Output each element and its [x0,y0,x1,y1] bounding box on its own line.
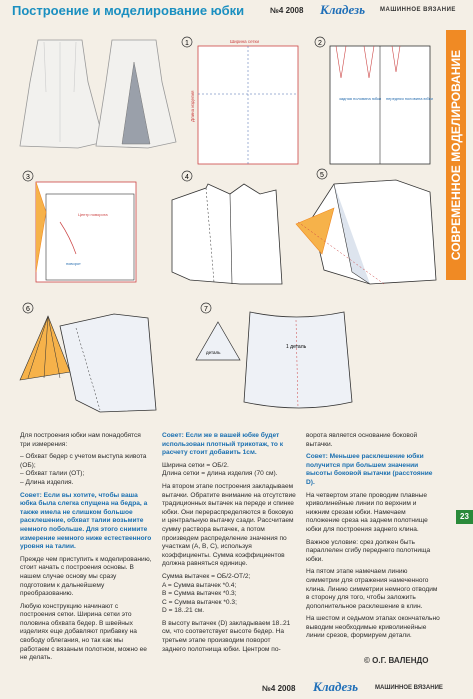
paragraph: – Обхват бедер с учетом выступа живота (ОБ); [20,453,147,469]
paragraph: Прежде чем приступить к моделированию, стоит начать с построения основы. В нашем случае основу мы сразу подготовим к дальнейшему преобразованию. [20,555,152,598]
formula: A = Сумма вытачек *0.4; [162,581,237,589]
formula: D = 18..21 см. [162,607,205,615]
text-column-2 [162,432,296,658]
footer-magazine: МАШИННОЕ ВЯЗАНИЕ [375,685,443,691]
section-label: СОВРЕМЕННОЕ МОДЕЛИРОВАНИЕ [449,49,463,261]
figure-7-number: 7 [204,306,208,313]
figure-3-number: 3 [26,174,30,181]
paragraph: На четвертом этапе проводим плавные криволинейные линии по верхним и нижним срезам юбки. Намечаем положение среза на заднем полотнище юбки для построения заднего клина. [306,491,428,533]
section-sidebar [446,30,466,280]
paragraph: В высоту вытачек (D) закладываем 18..21 см, что соответствует высоте бедер. На третьем этапе производим поворот заднего полотнища юбки. Центром по- [162,619,291,653]
figure-3-label-center: Центр поворота [78,212,108,217]
figure-2-number: 2 [318,40,322,47]
skirt-front-photo [20,40,104,148]
figure-3-label-rotation: поворот [66,261,81,266]
figure-1 [182,37,298,164]
figure-7 [196,303,352,408]
skirt-back-photo [96,40,176,148]
figure-6 [20,303,156,412]
paragraph: – Обхват талии (ОТ); [20,470,85,478]
figure-6-number: 6 [26,306,30,313]
paragraph: Любую конструкцию начинают с построения сетки. Ширина сетки это половина обхвата бедер. В швейных изделиях еще добавляют прибавку на свободу облегания, но так как мы работаем с вязаным полотном, можно ее не делать. [20,602,147,662]
footer-issue: №4 2008 [262,684,296,693]
formula: C = Сумма вытачек *0.3; [162,598,237,606]
figure-1-label-length: Длина изделия [190,90,195,122]
magazine-logo: Кладезь [320,2,366,17]
formula: Сумма вытачек = ОБ/2-ОТ/2; [162,572,251,580]
figure-2 [315,37,433,164]
page-number: 23 [456,510,473,524]
figure-2-label-front: передняя половина юбки [386,96,433,101]
paragraph: Длина сетки = длина изделия (70 см). [162,470,278,478]
paragraph: На шестом и седьмом этапах окончательно выводим необходимые криволинейные линии срезов, формируем детали. [306,615,440,640]
page-title: Построение и моделирование юбки [12,3,245,18]
formula: B = Сумма вытачек *0.3; [162,590,237,598]
figure-4 [172,171,282,284]
tip-paragraph: Совет: Если вы хотите, чтобы ваша юбка была слегка спущена на бедра, а также имела не слишком большое расклешение, обхват талии возьмите немного побольше. Для этого снимите измерение немного ниже естественного уровня на талии. [20,491,152,551]
figure-7-label-main: 1 деталь [286,344,307,350]
author-credit: © О.Г. ВАЛЕНДО [364,656,429,665]
paragraph: – Длина изделия. [20,478,74,486]
figure-2-label-back: задняя половина юбки [339,96,382,101]
paragraph: На пятом этапе намечаем линию симметрии для отражения намеченного клина. Линию симметрии немного отводим в сторону для того, чтобы заложить дополнительное расклешение в клин. [306,568,438,610]
text-column-1 [20,432,152,667]
figure-4-number: 4 [185,174,189,181]
issue-number: №4 2008 [270,6,304,15]
illustrations [0,22,446,442]
tip-paragraph: Совет: Если же в вашей юбке будет использован плотный трикотаж, то к расчету стоит добавить 1см. [162,432,283,457]
tip-paragraph: Совет: Меньшее расклешение юбки получится при большем значении высоты боковой вытачки (расстояние D). [306,453,433,486]
paragraph: Важное условие: срез должен быть параллелен сгибу переднего полотнища юбки. [306,538,431,563]
page-header [0,0,473,22]
paragraph: ворота является основание боковой вытачки. [306,432,418,448]
figure-5-number: 5 [320,172,324,179]
text-column-3 [306,432,440,645]
figure-1-label-width: Ширина сетки [230,39,260,44]
figure-3 [23,171,136,282]
paragraph: На втором этапе построения закладываем вытачки. Обратите внимание на отсутствие традиционных вытачек на переде и спинке юбки. Они перераспределяются в боковую и центральную вытачку сзади. Рассчитаем сумму раствора вытачек, а потом произведем распределение значения по участкам (A, B, C), используя коэффициенты. Сумма коэффициентов должна равняться единице. [162,482,296,568]
figure-5 [296,169,436,284]
figure-1-number: 1 [185,40,189,47]
figure-7-label-piece: деталь [206,350,221,355]
paragraph: Для построения юбки нам понадобятся три измерения: [20,432,141,448]
magazine-subtitle: МАШИННОЕ ВЯЗАНИЕ [380,7,456,13]
footer-logo: Кладезь [313,679,359,694]
paragraph: Ширина сетки = ОБ/2. [162,461,229,469]
page-footer [0,676,473,699]
